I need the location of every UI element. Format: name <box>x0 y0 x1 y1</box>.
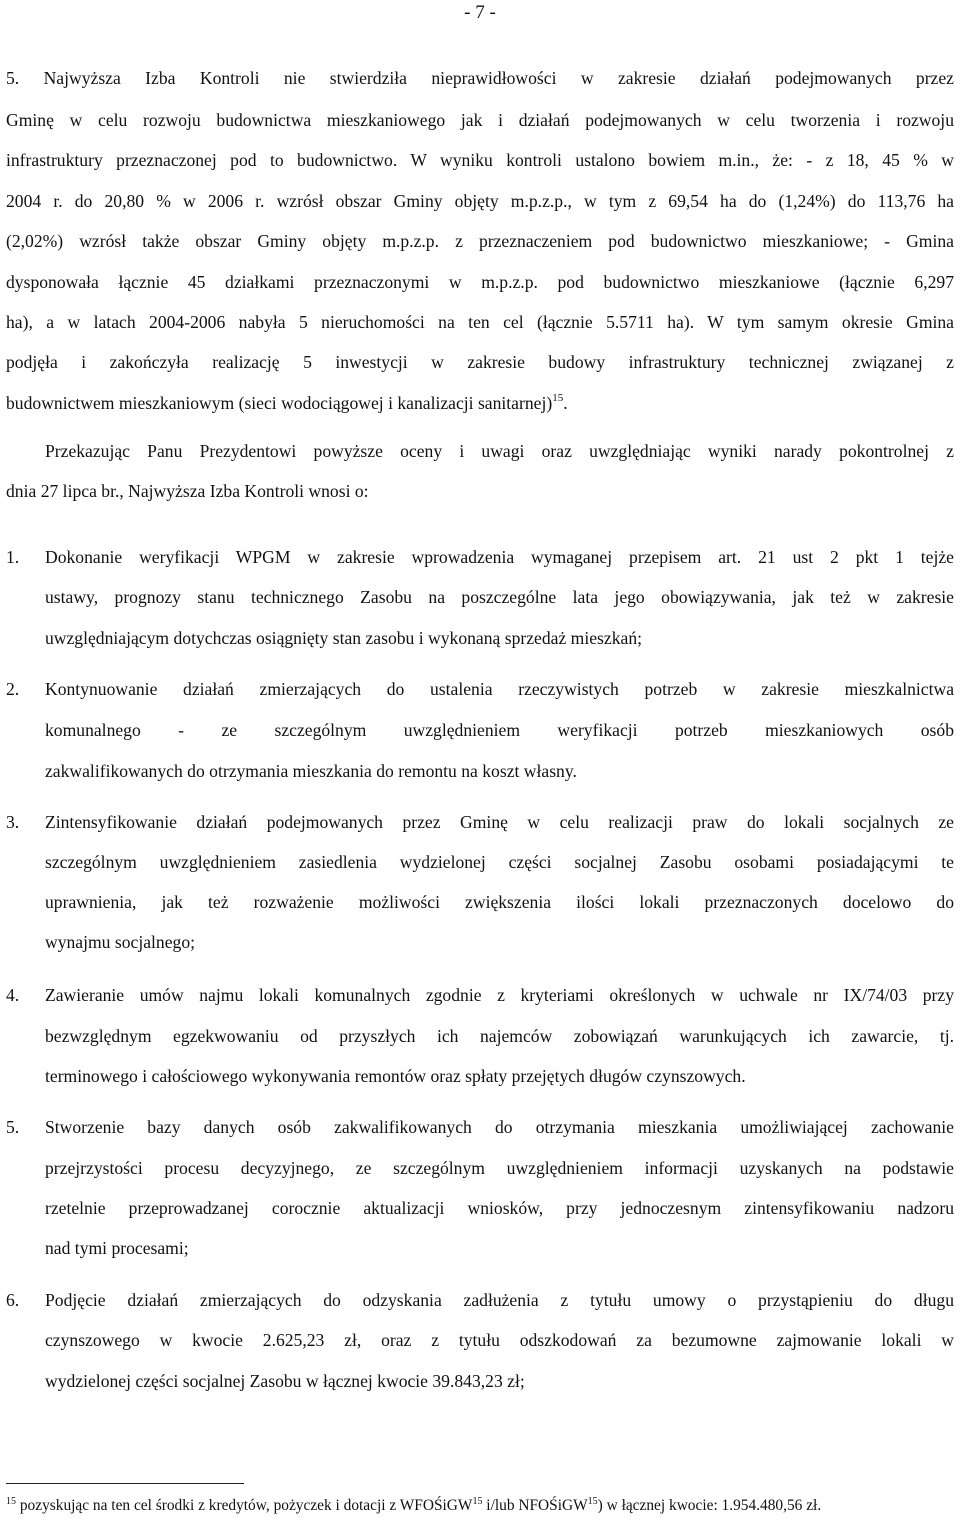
paragraph-last-line <box>6 391 954 415</box>
footnote-reference: 15 <box>552 392 564 404</box>
item-line: terminowego i całościowego wykonywania remontów oraz spłaty przejętych długów czynszowych. <box>45 1066 746 1086</box>
paragraph-line: (2,02%) wzrósł także obszar Gminy objęty m.p.z.p. z przeznaczeniem pod budownictwo mieszkaniowe; - Gmina <box>6 231 954 251</box>
item-number: 2. <box>6 679 20 699</box>
item-line: wydzielonej części socjalnej Zasobu w łącznej kwocie 39.843,23 zł; <box>45 1371 525 1391</box>
item-number: 1. <box>6 547 20 567</box>
intro-line: Przekazując Panu Prezydentowi powyższe oceny i uwagi oraz uwzględniając wyniki narady pokontrolnej z <box>45 441 954 461</box>
item-number: 5. <box>6 1117 20 1137</box>
paragraph-line: 5. Najwyższa Izba Kontroli nie stwierdziła nieprawidłowości w zakresie działań podejmowanych przez <box>6 68 954 88</box>
paragraph-line: infrastruktury przeznaczonej pod to budownictwo. W wyniku kontroli ustalono bowiem m.in., że: - z 18, 45 % w <box>6 150 954 170</box>
paragraph-line: dysponowała łącznie 45 działkami przeznaczonymi w m.p.z.p. pod budownictwo mieszkaniowe (łącznie 6,297 <box>6 272 954 292</box>
item-number: 6. <box>6 1290 20 1310</box>
footnote-text: ) w łącznej kwocie: 1.954.480,56 zł. <box>597 1497 822 1514</box>
intro-line: dnia 27 lipca br., Najwyższa Izba Kontroli wnosi o: <box>6 481 369 501</box>
footnote-mark: 15 <box>6 1496 16 1507</box>
item-line: przejrzystości procesu decyzyjnego, ze szczególnym uwzględnieniem informacji uzyskanych na podstawie <box>45 1158 954 1178</box>
paragraph-text: budownictwem mieszkaniowym (sieci wodociągowej i kanalizacji sanitarnej) <box>6 393 553 413</box>
footnote-superscript: 15 <box>587 1496 598 1507</box>
item-line: Stworzenie bazy danych osób zakwalifikowanych do otrzymania mieszkania umożliwiającej zachowanie <box>45 1117 954 1137</box>
paragraph-end: . <box>563 393 568 413</box>
footnote-text: pozyskując na ten cel środki z kredytów, pożyczek i dotacji z WFOŚiGW <box>16 1497 473 1514</box>
item-line: uprawnienia, jak też rozważenie możliwości zwiększenia ilości lokali przeznaczonych docelowo do <box>45 892 954 912</box>
footnote-text: i/lub NFOŚiGW <box>482 1497 588 1514</box>
item-number: 4. <box>6 985 20 1005</box>
item-line: rzetelnie przeprowadzanej corocznie aktualizacji wniosków, przy jednoczesnym zintensyfikowaniu nadzoru <box>45 1198 954 1218</box>
item-line: szczególnym uwzględnieniem zasiedlenia wydzielonej części socjalnej Zasobu osobami posiadającymi te <box>45 852 954 872</box>
item-line: Kontynuowanie działań zmierzających do ustalenia rzeczywistych potrzeb w zakresie mieszkalnictwa <box>45 679 954 699</box>
item-line: zakwalifikowanych do otrzymania mieszkania do remontu na koszt własny. <box>45 761 577 781</box>
paragraph-line: Gminę w celu rozwoju budownictwa mieszkaniowego jak i działań podejmowanych w celu tworzenia i rozwoju <box>6 110 954 130</box>
item-line: ustawy, prognozy stanu technicznego Zasobu na poszczególne lata jego obowiązywania, jak też w zakresie <box>45 587 954 607</box>
item-line: czynszowego w kwocie 2.625,23 zł, oraz z tytułu odszkodowań za bezumowne zajmowanie lokali w <box>45 1330 954 1350</box>
item-line: wynajmu socjalnego; <box>45 932 196 952</box>
item-line: Zawieranie umów najmu lokali komunalnych zgodnie z kryteriami określonych w uchwale nr IX/74/03 przy <box>45 985 954 1005</box>
item-line: Podjęcie działań zmierzających do odzyskania zadłużenia z tytułu umowy o przystąpieniu do długu <box>45 1290 954 1310</box>
item-line: bezwzględnym egzekwowaniu od przyszłych ich najemców zobowiązań warunkujących ich zawarcie, tj. <box>45 1026 954 1046</box>
item-line: nad tymi procesami; <box>45 1238 189 1258</box>
item-number: 3. <box>6 812 20 832</box>
footnote-superscript: 15 <box>472 1496 483 1507</box>
footnote-separator <box>6 1483 244 1484</box>
page-number: - 7 - <box>464 2 496 23</box>
item-line: uwzględniającym dotychczas osiągnięty stan zasobu i wykonaną sprzedaż mieszkań; <box>45 628 643 648</box>
footnote <box>6 1496 821 1516</box>
paragraph-line: podjęła i zakończyła realizację 5 inwestycji w zakresie budowy infrastruktury technicznej związanej z <box>6 352 954 372</box>
item-line: Zintensyfikowanie działań podejmowanych przez Gminę w celu realizacji praw do lokali socjalnych ze <box>45 812 954 832</box>
paragraph-line: 2004 r. do 20,80 % w 2006 r. wzrósł obszar Gminy objęty m.p.z.p., w tym z 69,54 ha do (1,24%) do 113,76 ha <box>6 191 954 211</box>
paragraph-line: ha), a w latach 2004-2006 nabyła 5 nieruchomości na ten cel (łącznie 5.5711 ha). W tym samym okresie Gmina <box>6 312 954 332</box>
item-line: komunalnego - ze szczególnym uwzględnieniem weryfikacji potrzeb mieszkaniowych osób <box>45 720 954 740</box>
item-line: Dokonanie weryfikacji WPGM w zakresie wprowadzenia wymaganej przepisem art. 21 ust 2 pkt 1 tejże <box>45 547 954 567</box>
